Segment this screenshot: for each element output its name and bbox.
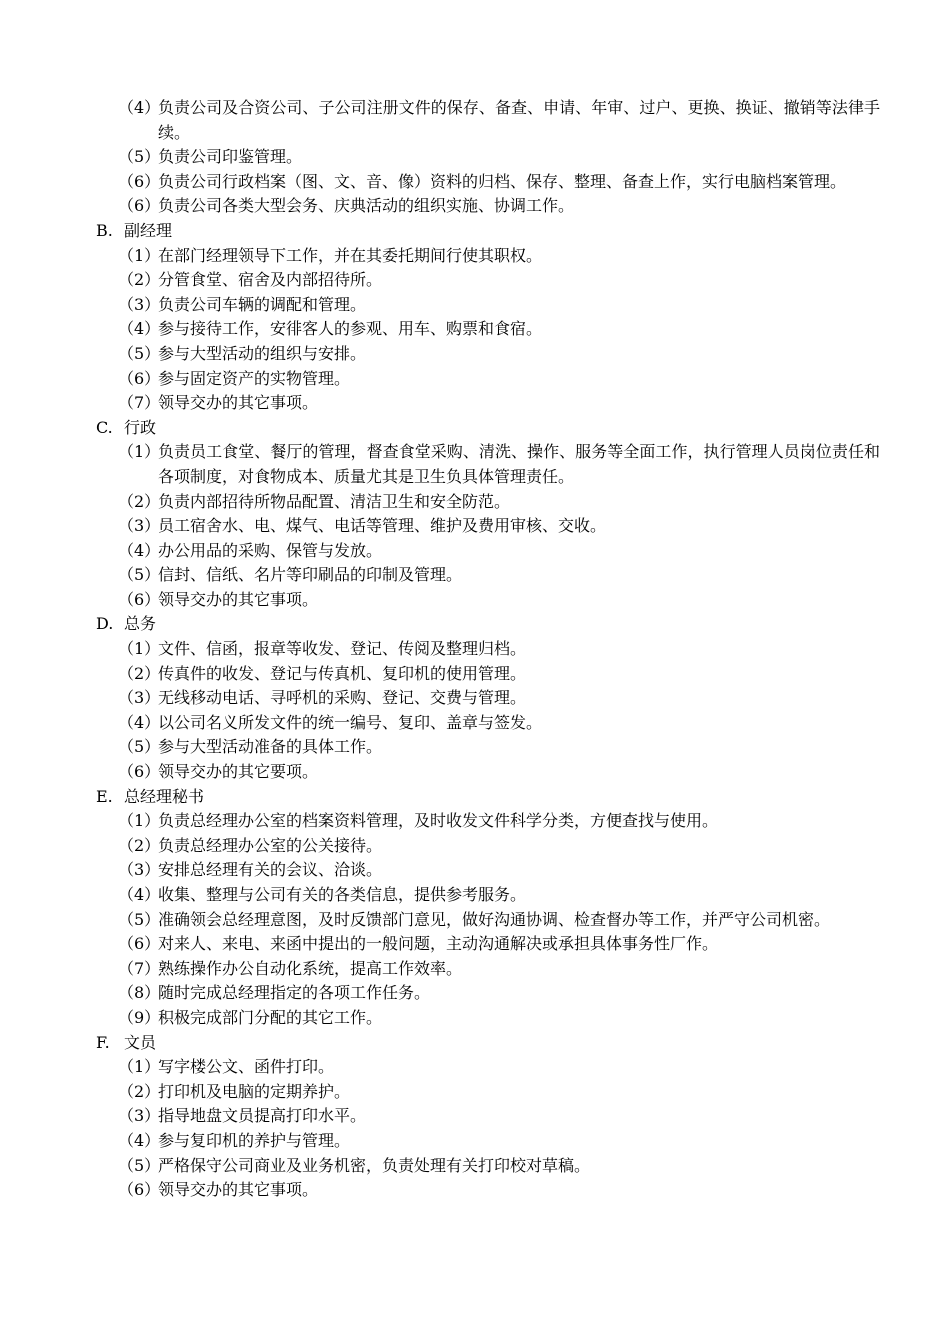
section-list bbox=[0, 219, 950, 1203]
list-item bbox=[118, 686, 880, 711]
item-text: 负责公司及合资公司、子公司注册文件的保存、备查、申请、年审、过户、更换、换证、撤销等法律手续。 bbox=[158, 98, 880, 142]
item-text: 参与大型活动的组织与安排。 bbox=[158, 343, 367, 363]
list-item bbox=[118, 735, 880, 760]
section-heading bbox=[96, 219, 950, 244]
item-text: 指导地盘文员提高打印水平。 bbox=[158, 1106, 367, 1126]
list-item bbox=[118, 317, 880, 342]
item-number: （6） bbox=[118, 196, 161, 216]
item-text: 负责公司各类大型会务、庆典活动的组织实施、协调工作。 bbox=[158, 196, 575, 216]
item-number: （2） bbox=[118, 663, 161, 683]
list-item bbox=[118, 539, 880, 564]
item-number: （8） bbox=[118, 983, 161, 1003]
item-text: 熟练操作办公自动化系统，提高工作效率。 bbox=[158, 958, 463, 978]
item-number: （2） bbox=[118, 1081, 161, 1101]
list-item bbox=[118, 588, 880, 613]
item-text: 分管食堂、宿舍及内部招待所。 bbox=[158, 270, 383, 290]
item-text: 领导交办的其它事项。 bbox=[158, 589, 319, 609]
list-item bbox=[118, 1178, 880, 1203]
list-item bbox=[118, 760, 880, 785]
list-item bbox=[118, 932, 880, 957]
item-text: 负责公司车辆的调配和管理。 bbox=[158, 294, 367, 314]
list-item bbox=[118, 170, 880, 195]
section-heading bbox=[96, 1031, 950, 1056]
item-number: （5） bbox=[118, 737, 161, 757]
item-number: （2） bbox=[118, 491, 161, 511]
list-item bbox=[118, 1006, 880, 1031]
item-text: 负责公司行政档案（图、文、音、像）资料的归档、保存、整理、备查上作，实行电脑档案管理。 bbox=[158, 171, 847, 191]
list-item bbox=[118, 514, 880, 539]
list-item bbox=[118, 883, 880, 908]
item-text: 负责总经理办公室的公关接待。 bbox=[158, 835, 383, 855]
list-item bbox=[118, 145, 880, 170]
item-number: （5） bbox=[118, 343, 161, 363]
item-text: 参与固定资产的实物管理。 bbox=[158, 368, 351, 388]
item-text: 以公司名义所发文件的统一编号、复印、盖章与签发。 bbox=[158, 712, 543, 732]
item-number: （5） bbox=[118, 147, 161, 167]
list-item bbox=[118, 1055, 880, 1080]
list-item bbox=[118, 637, 880, 662]
list-item bbox=[118, 662, 880, 687]
item-text: 随时完成总经理指定的各项工作任务。 bbox=[158, 983, 431, 1003]
section-letter: C. bbox=[96, 417, 113, 437]
section-title: 文员 bbox=[124, 1032, 157, 1052]
section-letter: E. bbox=[96, 786, 113, 806]
list-item bbox=[118, 908, 880, 933]
list-item bbox=[118, 268, 880, 293]
item-number: （1） bbox=[118, 1057, 161, 1077]
list-item bbox=[118, 711, 880, 736]
item-text: 参与接待工作，安徘客人的参观、用车、购票和食宿。 bbox=[158, 319, 543, 339]
list-item bbox=[118, 563, 880, 588]
item-number: （4） bbox=[118, 98, 161, 117]
section-title: 副经理 bbox=[124, 220, 173, 240]
item-text: 准确领会总经理意图，及时反馈部门意见，做好沟通协调、检查督办等工作，并严守公司机密。 bbox=[158, 909, 831, 929]
list-item bbox=[118, 367, 880, 392]
list-item bbox=[118, 1154, 880, 1179]
item-number: （5） bbox=[118, 1155, 161, 1175]
list-item bbox=[118, 1080, 880, 1105]
item-text: 参与大型活动准备的具体工作。 bbox=[158, 737, 383, 757]
item-text: 负责内部招待所物品配置、清洁卫生和安全防范。 bbox=[158, 491, 511, 511]
item-text: 在部门经理领导下工作，并在其委托期间行使其职权。 bbox=[158, 245, 543, 265]
item-number: （6） bbox=[118, 762, 161, 782]
item-number: （3） bbox=[118, 1106, 161, 1126]
item-number: （4） bbox=[118, 319, 161, 339]
item-number: （4） bbox=[118, 540, 161, 560]
item-number: （4） bbox=[118, 1130, 161, 1150]
item-number: （3） bbox=[118, 294, 161, 314]
list-item bbox=[118, 1104, 880, 1129]
item-number: （1） bbox=[118, 245, 161, 265]
item-number: （2） bbox=[118, 270, 161, 290]
item-text: 严格保守公司商业及业务机密，负责处理有关打印校对草稿。 bbox=[158, 1155, 591, 1175]
list-item bbox=[118, 293, 880, 318]
list-item bbox=[118, 244, 880, 269]
list-item bbox=[118, 440, 880, 489]
item-text: 领导交办的其它要项。 bbox=[158, 762, 319, 782]
item-text: 传真件的收发、登记与传真机、复印机的使用管理。 bbox=[158, 663, 527, 683]
list-item bbox=[118, 834, 880, 859]
item-number: （3） bbox=[118, 688, 161, 708]
list-item bbox=[118, 1129, 880, 1154]
list-item bbox=[118, 194, 880, 219]
item-number: （7） bbox=[118, 393, 161, 413]
item-number: （4） bbox=[118, 712, 161, 732]
item-text: 负责总经理办公室的档案资料管理，及时收发文件科学分类，方便查找与使用。 bbox=[158, 811, 719, 831]
section-title: 总务 bbox=[124, 614, 157, 634]
item-number: （4） bbox=[118, 885, 161, 904]
item-number: （3） bbox=[118, 516, 161, 536]
item-text: 员工宿舍水、电、煤气、电话等管理、维护及费用审核、交收。 bbox=[158, 516, 607, 536]
list-item bbox=[118, 342, 880, 367]
item-text: 积极完成部门分配的其它工作。 bbox=[158, 1007, 383, 1027]
section-heading bbox=[96, 785, 950, 810]
item-number: （1） bbox=[118, 811, 161, 831]
section-letter: F. bbox=[96, 1032, 110, 1052]
section-letter: B. bbox=[96, 220, 113, 240]
item-number: （9） bbox=[118, 1007, 161, 1027]
item-number: （1） bbox=[118, 442, 161, 462]
item-number: （6） bbox=[118, 1180, 161, 1200]
item-text: 负责员工食堂、餐厅的管理，督查食堂采购、清洗、操作、服务等全面工作，执行管理人员岗位责任和各项制度，对食物成本、质量尤其是卫生负具体管理责任。 bbox=[158, 442, 880, 486]
list-item bbox=[118, 391, 880, 416]
list-item bbox=[118, 981, 880, 1006]
section-title: 总经理秘书 bbox=[124, 786, 205, 806]
item-text: 信封、信纸、名片等印刷品的印制及管理。 bbox=[158, 565, 463, 585]
list-item bbox=[118, 858, 880, 883]
item-number: （6） bbox=[118, 171, 161, 191]
list-item bbox=[118, 957, 880, 982]
item-text: 收集、整理与公司有关的各类信息，提供参考服务。 bbox=[158, 885, 527, 904]
item-text: 安排总经理有关的会议、洽谈。 bbox=[158, 860, 383, 880]
item-text: 领导交办的其它事项。 bbox=[158, 1180, 319, 1200]
item-text: 办公用品的采购、保管与发放。 bbox=[158, 540, 383, 560]
item-text: 写字楼公文、函件打印。 bbox=[158, 1057, 335, 1077]
item-text: 文件、信函，报章等收发、登记、传阅及整理归档。 bbox=[158, 639, 527, 659]
item-number: （6） bbox=[118, 934, 161, 954]
item-number: （6） bbox=[118, 589, 161, 609]
section-heading bbox=[96, 612, 950, 637]
intro-item-list bbox=[0, 96, 950, 219]
item-text: 参与复印机的养护与管理。 bbox=[158, 1130, 351, 1150]
item-number: （5） bbox=[118, 565, 161, 585]
list-item bbox=[118, 490, 880, 515]
item-text: 负责公司印鉴管理。 bbox=[158, 147, 303, 167]
item-number: （1） bbox=[118, 639, 161, 659]
item-text: 无线移动电话、寻呼机的采购、登记、交费与管理。 bbox=[158, 688, 527, 708]
item-text: 对来人、来电、来函中提出的一般问题，主动沟通解决或承担具体事务性厂作。 bbox=[158, 934, 719, 954]
section-heading bbox=[96, 416, 950, 441]
item-number: （7） bbox=[118, 958, 161, 978]
item-number: （6） bbox=[118, 368, 161, 388]
item-number: （2） bbox=[118, 835, 161, 855]
item-text: 领导交办的其它事项。 bbox=[158, 393, 319, 413]
list-item bbox=[118, 809, 880, 834]
item-text: 打印机及电脑的定期养护。 bbox=[158, 1081, 351, 1101]
list-item bbox=[118, 96, 880, 145]
section-letter: D. bbox=[96, 614, 114, 634]
item-number: （3） bbox=[118, 860, 161, 880]
section-title: 行政 bbox=[124, 417, 157, 437]
item-number: （5） bbox=[118, 909, 161, 929]
